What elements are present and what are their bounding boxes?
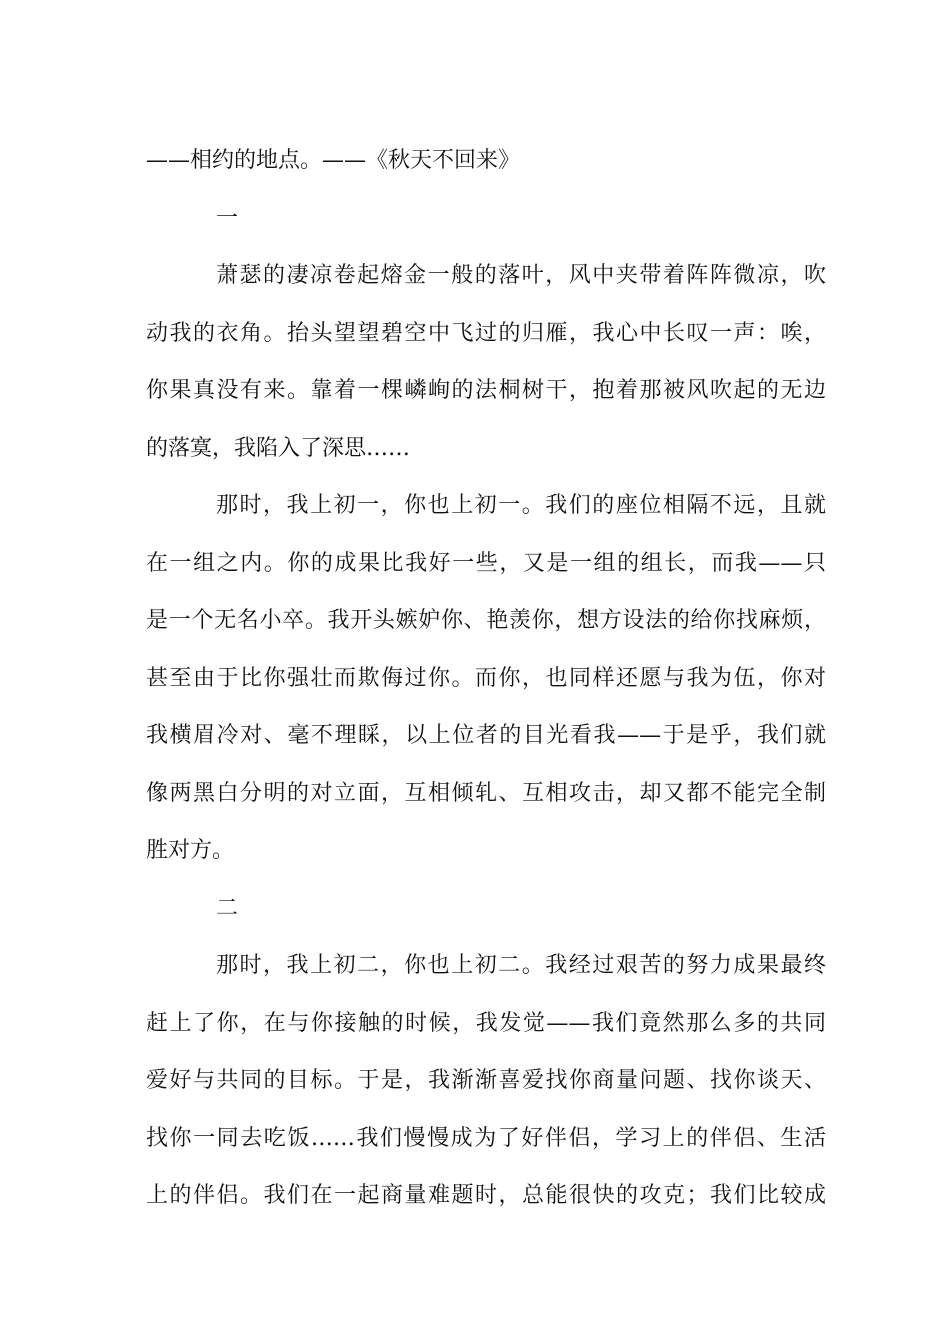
text-line: 一 bbox=[216, 205, 239, 231]
text-line: 你果真没有来。靠着一棵嶙峋的法桐树干，抱着那被风吹起的无边 bbox=[146, 378, 826, 403]
text-line: 是一个无名小卒。我开头嫉妒你、艳羡你，想方设法的给你找麻烦， bbox=[146, 608, 826, 633]
text-line: 像两黑白分明的对立面，互相倾轧、互相攻击，却又都不能完全制 bbox=[146, 780, 826, 806]
text-line: 我横眉冷对、毫不理睬，以上位者的目光看我——于是乎，我们就 bbox=[146, 723, 826, 748]
text-line: 动我的衣角。抬头望望碧空中飞过的归雁，我心中长叹一声：唉， bbox=[146, 320, 826, 346]
text-line: 上的伴侣。我们在一起商量难题时，总能很快的攻克；我们比较成 bbox=[146, 1183, 826, 1208]
document-body bbox=[146, 132, 826, 1225]
text-line: 胜对方。 bbox=[146, 838, 235, 863]
text-line: 二 bbox=[216, 895, 239, 921]
text-line: 的落寞，我陷入了深思…… bbox=[146, 435, 411, 461]
text-line: 找你一同去吃饭……我们慢慢成为了好伴侣，学习上的伴侣、生活 bbox=[146, 1125, 826, 1151]
text-line: 在一组之内。你的成果比我好一些，又是一组的组长，而我——只 bbox=[146, 550, 826, 576]
text-line: 那时，我上初一，你也上初一。我们的座位相隔不远，且就 bbox=[216, 493, 826, 518]
text-line: 甚至由于比你强壮而欺侮过你。而你，也同样还愿与我为伍，你对 bbox=[146, 665, 826, 691]
text-line: 那时，我上初二，你也上初二。我经过艰苦的努力成果最终 bbox=[216, 953, 826, 978]
text-line: ——相约的地点。——《秋天不回来》 bbox=[146, 148, 521, 173]
text-line: 爱好与共同的目标。于是，我渐渐喜爱找你商量问题、找你谈天、 bbox=[146, 1068, 826, 1093]
text-line: 萧瑟的凄凉卷起熔金一般的落叶，风中夹带着阵阵微凉，吹 bbox=[216, 263, 826, 288]
text-line: 赶上了你，在与你接触的时候，我发觉——我们竟然那么多的共同 bbox=[146, 1010, 826, 1036]
